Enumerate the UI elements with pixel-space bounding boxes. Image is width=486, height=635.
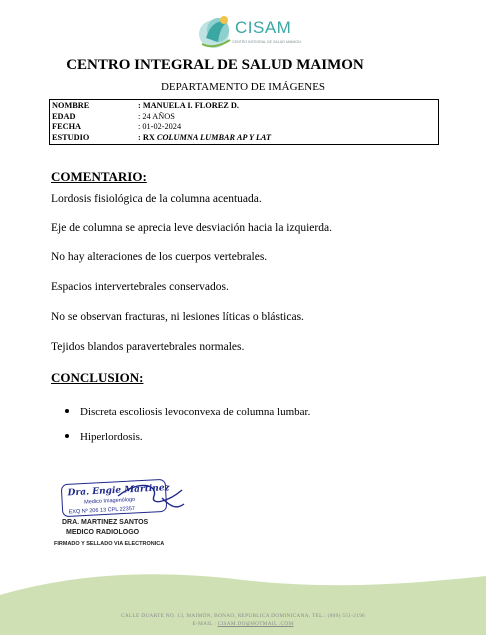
study-label: ESTUDIO — [52, 132, 90, 142]
name-label: NOMBRE — [52, 101, 90, 110]
comment-line: No hay alteraciones de los cuerpos vertebrales. — [51, 251, 268, 263]
signature-note: FIRMADO Y SELLADO VIA ELECTRONICA — [54, 541, 165, 547]
comment-heading: COMENTARIO: — [51, 169, 147, 184]
conclusion-item — [65, 431, 143, 443]
signer-role: MEDICO RADIOLOGO — [66, 529, 140, 536]
signature-stamp — [58, 476, 188, 518]
study-prefix: : RX — [138, 132, 155, 142]
date-label: FECHA — [52, 122, 82, 131]
study-name: COLUMNA LUMBAR AP Y LAT — [156, 132, 272, 142]
study-value — [138, 133, 271, 144]
stamp-role: Medico Imagenólogo — [84, 496, 136, 506]
patient-name-row — [52, 101, 436, 112]
bullet-icon — [65, 434, 69, 438]
name-value: : MANUELA I. FLOREZ D. — [138, 101, 239, 110]
age-label: EDAD — [52, 111, 76, 121]
comment-line: No se observan fracturas, ni lesiones líticas o blásticas. — [51, 311, 304, 323]
document-title: CENTRO INTEGRAL DE SALUD MAIMON — [66, 57, 364, 73]
department-name: DEPARTAMENTO DE IMÁGENES — [160, 81, 326, 93]
footer-email-link[interactable]: CISAM.DO@HOTMAIL .COM — [217, 621, 294, 627]
comment-line: Eje de columna se aprecia leve desviación hacia la izquierda. — [51, 222, 332, 234]
exam-date-row — [52, 122, 436, 133]
comment-line: Tejidos blandos paravertebrales normales. — [51, 341, 245, 353]
footer-contact — [0, 621, 486, 627]
comment-line: Lordosis fisiológica de la columna acentuada. — [51, 193, 262, 205]
stamp-name: Dra. Engie Martinez — [67, 483, 170, 499]
footer-email-label: E-MAIL : — [192, 621, 217, 627]
conclusion-item — [65, 406, 310, 418]
logo-wordmark: CISAM — [235, 18, 292, 37]
study-row — [52, 133, 436, 144]
stamp-exq: EXQ Nº 206 13 CPL 22357 — [68, 505, 136, 516]
conclusion-heading: CONCLUSION: — [51, 370, 144, 385]
conclusion-item-text: Hiperlordosis. — [80, 431, 143, 443]
logo-emblem-icon — [192, 8, 240, 52]
patient-age-row — [52, 112, 436, 123]
comment-line: Espacios intervertebrales conservados. — [51, 281, 229, 293]
conclusion-item-text: Discreta escoliosis levoconvexa de columna lumbar. — [80, 406, 311, 418]
date-value: : 01-02-2024 — [138, 122, 182, 131]
patient-info-box — [49, 99, 439, 145]
logo-subtitle: CENTRO INTEGRAL DE SALUD MAIMON — [232, 40, 301, 44]
cisam-logo — [192, 8, 310, 52]
bullet-icon — [65, 409, 69, 413]
signer-name: DRA. MARTINEZ SANTOS — [62, 519, 149, 526]
age-value: : 24 AÑOS — [138, 111, 175, 121]
footer-address: CALLE DUARTE NO. 13, MAIMÓN, BONAO, REPUBLICA DOMINICANA, TEL.: (809) 551-2196 — [121, 613, 365, 619]
